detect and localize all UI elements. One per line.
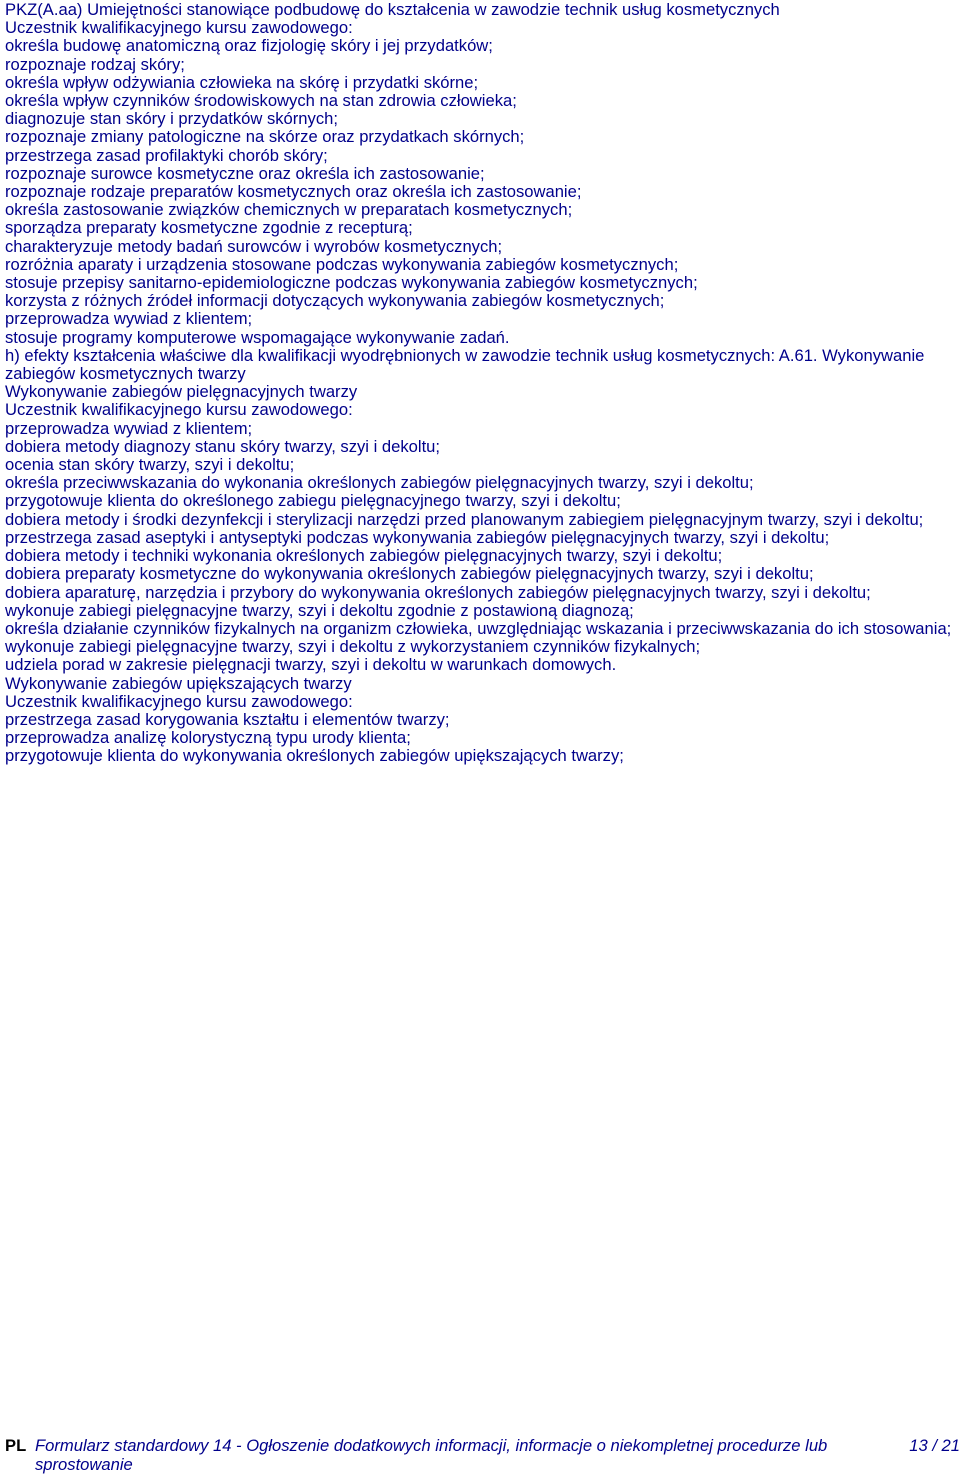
text-line: określa przeciwwskazania do wykonania określonych zabiegów pielęgnacyjnych twarzy, szyi i dekoltu; xyxy=(5,473,754,493)
text-line: określa wpływ odżywiania człowieka na skórę i przydatki skórne; xyxy=(5,72,479,92)
text-line: przeprowadza wywiad z klientem; xyxy=(5,418,253,438)
text-line: dobiera aparaturę, narzędzia i przybory do wykonywania określonych zabiegów pielęgnacyjnych twarzy, szyi i dekoltu; xyxy=(5,582,871,602)
text-line: dobiera metody i techniki wykonania określonych zabiegów pielęgnacyjnych twarzy, szyi i dekoltu; xyxy=(5,546,723,566)
document-body xyxy=(5,1,953,766)
text-line: udziela porad w zakresie pielęgnacji twarzy, szyi i dekoltu w warunkach domowych. xyxy=(5,655,617,675)
text-line: określa zastosowanie związków chemicznych w preparatach kosmetycznych; xyxy=(5,200,573,220)
text-line: stosuje programy komputerowe wspomagające wykonywanie zadań. xyxy=(5,327,510,347)
text-line: wykonuje zabiegi pielęgnacyjne twarzy, szyi i dekoltu zgodnie z postawioną diagnozą; xyxy=(5,600,634,620)
text-line: przestrzega zasad korygowania kształtu i elementów twarzy; xyxy=(5,709,450,729)
text-line: określa budowę anatomiczną oraz fizjologię skóry i jej przydatków; xyxy=(5,36,493,56)
text-line: określa działanie czynników fizykalnych na organizm człowieka, uwzględniając wskazania i przeciwwskazania do ich stosowania; xyxy=(5,618,952,638)
text-line: przeprowadza analizę kolorystyczną typu urody klienta; xyxy=(5,728,411,748)
form-title: Formularz standardowy 14 - Ogłoszenie dodatkowych informacji, informacje o niekompletnej procedurze lub sprostowanie xyxy=(35,1436,828,1474)
text-line: PKZ(A.aa) Umiejętności stanowiące podbudowę do kształcenia w zawodzie technik usług kosmetycznych xyxy=(5,0,780,19)
text-line: przygotowuje klienta do określonego zabiegu pielęgnacyjnego twarzy, szyi i dekoltu; xyxy=(5,491,621,511)
text-line: diagnozuje stan skóry i przydatków skórnych; xyxy=(5,109,338,129)
text-line: przeprowadza wywiad z klientem; xyxy=(5,309,253,329)
text-line: h) efekty kształcenia właściwe dla kwalifikacji wyodrębnionych w zawodzie technik usług kosmetycznych: A.61. Wykonywanie zabiegów kosmetycznych twarzy xyxy=(5,345,925,384)
text-line: korzysta z różnych źródeł informacji dotyczących wykonywania zabiegów kosmetycznych; xyxy=(5,291,665,311)
text-line: dobiera metody diagnozy stanu skóry twarzy, szyi i dekoltu; xyxy=(5,436,441,456)
text-line: dobiera preparaty kosmetyczne do wykonywania określonych zabiegów pielęgnacyjnych twarzy, szyi i dekoltu; xyxy=(5,564,814,584)
text-line: Wykonywanie zabiegów upiększających twarzy xyxy=(5,673,352,693)
page-number: 13 / 21 xyxy=(909,1436,960,1455)
text-line: określa wpływ czynników środowiskowych na stan zdrowia człowieka; xyxy=(5,91,517,111)
language-code: PL xyxy=(5,1436,27,1455)
text-line: rozpoznaje rodzaj skóry; xyxy=(5,54,185,74)
text-line: Wykonywanie zabiegów pielęgnacyjnych twarzy xyxy=(5,382,358,402)
text-line: charakteryzuje metody badań surowców i wyrobów kosmetycznych; xyxy=(5,236,503,256)
text-line: rozpoznaje rodzaje preparatów kosmetycznych oraz określa ich zastosowanie; xyxy=(5,182,582,202)
text-line: ocenia stan skóry twarzy, szyi i dekoltu; xyxy=(5,455,295,475)
text-line: przestrzega zasad profilaktyki chorób skóry; xyxy=(5,145,328,165)
text-line: Uczestnik kwalifikacyjnego kursu zawodowego: xyxy=(5,18,353,38)
text-line: przestrzega zasad aseptyki i antyseptyki podczas wykonywania zabiegów pielęgnacyjnych twarzy, szyi i dekoltu; xyxy=(5,527,830,547)
text-line: sporządza preparaty kosmetyczne zgodnie z recepturą; xyxy=(5,218,413,238)
text-line: Uczestnik kwalifikacyjnego kursu zawodowego: xyxy=(5,400,353,420)
text-line: Uczestnik kwalifikacyjnego kursu zawodowego: xyxy=(5,691,353,711)
text-line: rozróżnia aparaty i urządzenia stosowane podczas wykonywania zabiegów kosmetycznych; xyxy=(5,254,679,274)
text-line: stosuje przepisy sanitarno-epidemiologiczne podczas wykonywania zabiegów kosmetycznych; xyxy=(5,273,698,293)
text-line: dobiera metody i środki dezynfekcji i sterylizacji narzędzi przed planowanym zabiegiem pielęgnacyjnym twarzy, szyi i dekoltu; xyxy=(5,509,924,529)
text-line: przygotowuje klienta do wykonywania określonych zabiegów upiększających twarzy; xyxy=(5,746,624,766)
text-line: rozpoznaje zmiany patologiczne na skórze oraz przydatkach skórnych; xyxy=(5,127,525,147)
text-line: rozpoznaje surowce kosmetyczne oraz określa ich zastosowanie; xyxy=(5,163,485,183)
text-line: wykonuje zabiegi pielęgnacyjne twarzy, szyi i dekoltu z wykorzystaniem czynników fizykalnych; xyxy=(5,637,701,657)
